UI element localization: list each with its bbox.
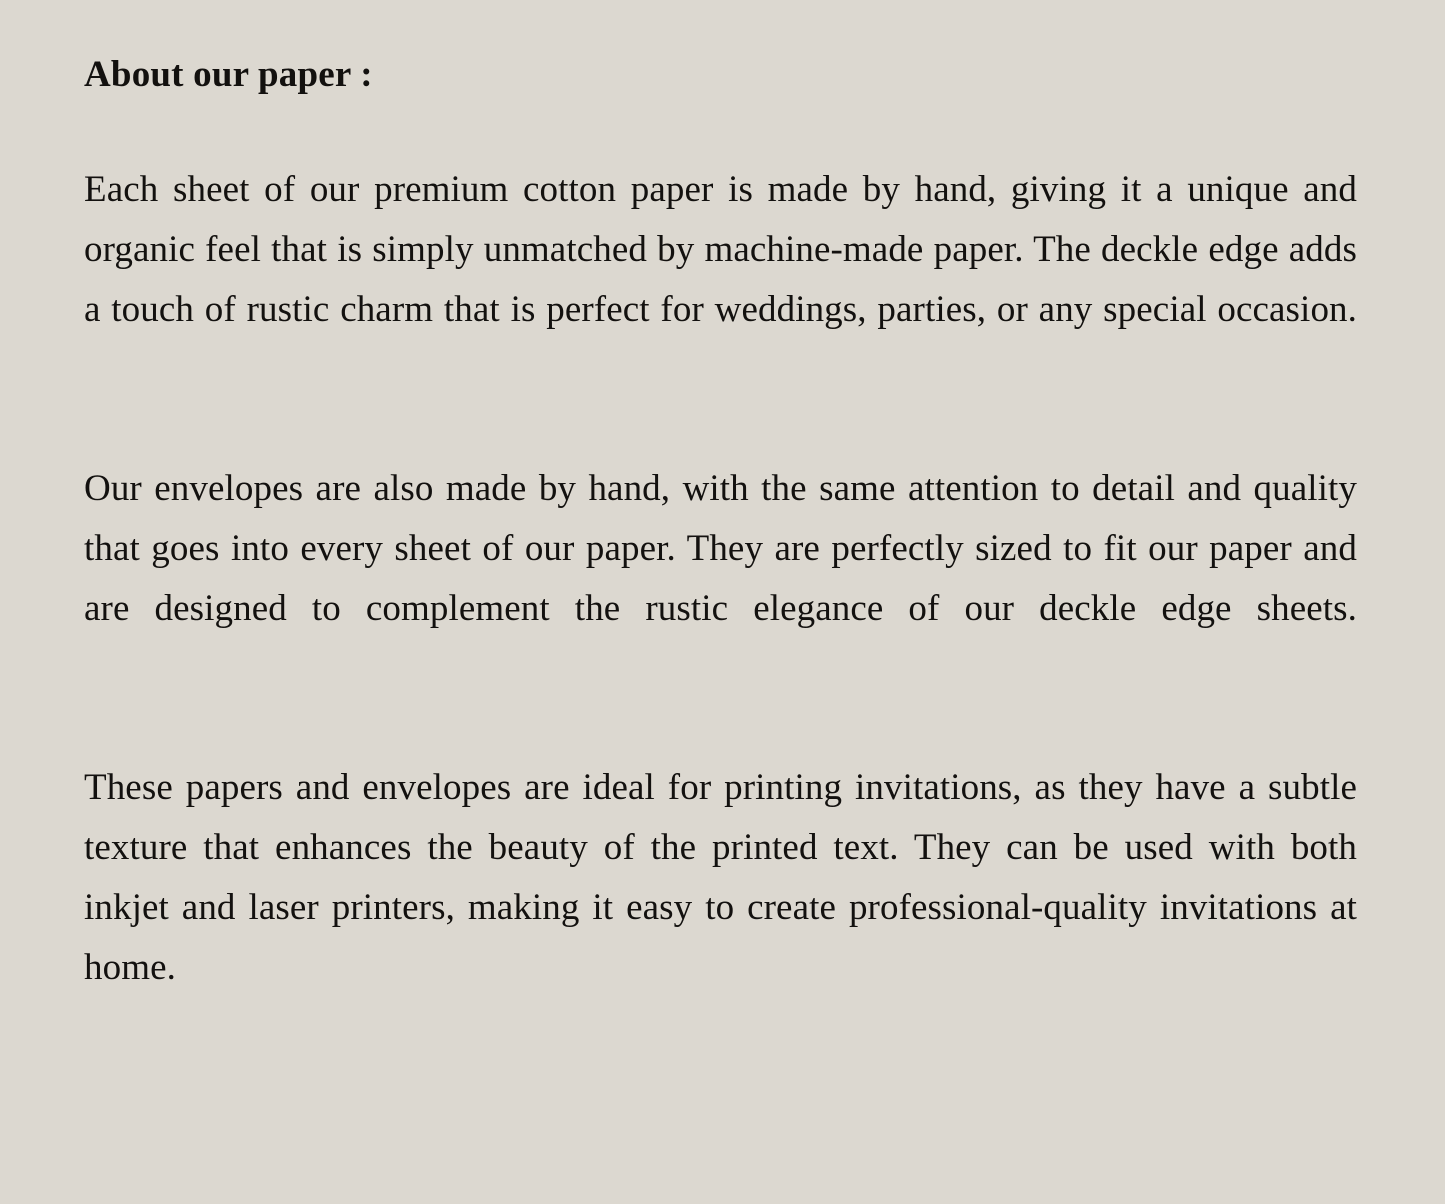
paragraph-3: These papers and envelopes are ideal for printing invitations, as they have a subtle texture that enhances the beauty of the printed text. They can be used with both inkjet and laser printers, making it easy to create professional-quality invitations at home. <box>84 767 1357 989</box>
paragraph-1: Each sheet of our premium cotton paper is made by hand, giving it a unique and organic feel that is simply unmatched by machine-made paper. The deckle edge adds a touch of rustic charm that is perfect for weddings, parties, or any special occasion. <box>84 169 1357 331</box>
page-title: About our paper : <box>84 54 373 95</box>
document-body <box>84 52 1357 1058</box>
paragraph-2: Our envelopes are also made by hand, with the same attention to detail and quality that goes into every sheet of our paper. They are perfectly sized to fit our paper and are designed to complement the rustic elegance of our deckle edge sheets. <box>84 468 1357 630</box>
spacer <box>84 400 1357 459</box>
spacer <box>84 98 1357 160</box>
spacer <box>84 699 1357 758</box>
